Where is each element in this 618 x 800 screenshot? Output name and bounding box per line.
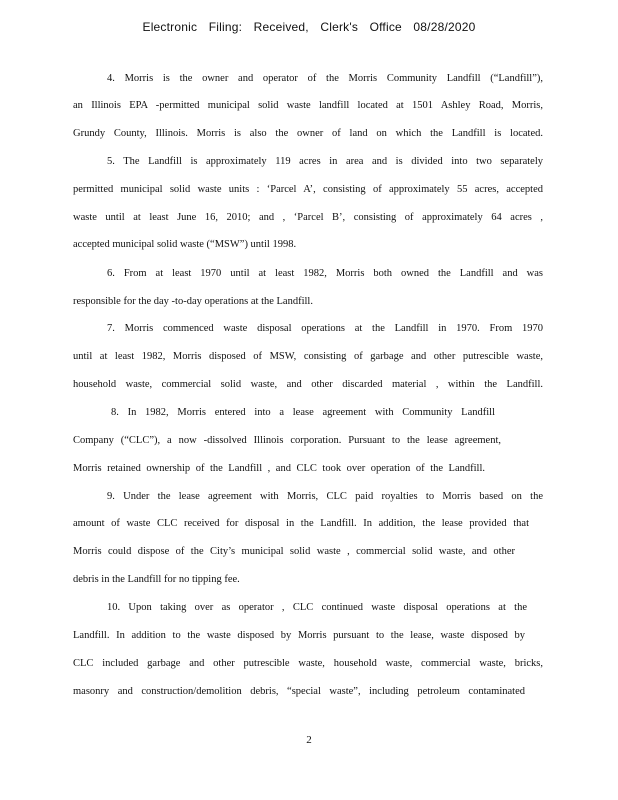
paragraph-4-line-2: an Illinois EPA -permitted municipal solid waste landfill located at 1501 Ashley Road, Morris,: [73, 100, 543, 111]
paragraph-8-line-1: 8. In 1982, Morris entered into a lease agreement with Community Landfill: [111, 407, 495, 418]
paragraph-5-line-3: waste until at least June 16, 2010; and , ‘Parcel B’, consisting of approximately 64 acres ,: [73, 212, 543, 223]
paragraph-4-line-3: Grundy County, Illinois. Morris is also the owner of land on which the Landfill is located.: [73, 128, 543, 139]
paragraph-10-line-3: CLC included garbage and other putrescible waste, household waste, commercial waste, bricks,: [73, 658, 543, 669]
paragraph-9-line-4: debris in the Landfill for no tipping fee.: [73, 574, 240, 585]
paragraph-7-line-1: 7. Morris commenced waste disposal operations at the Landfill in 1970. From 1970: [107, 323, 543, 334]
paragraph-10-line-4: masonry and construction/demolition debris, “special waste”, including petroleum contaminated: [73, 686, 525, 697]
paragraph-7-line-3: household waste, commercial solid waste, and other discarded material , within the Landfill.: [73, 379, 543, 390]
paragraph-5-line-4: accepted municipal solid waste (“MSW”) until 1998.: [73, 239, 297, 250]
paragraph-6-line-1: 6. From at least 1970 until at least 1982, Morris both owned the Landfill and was: [107, 268, 543, 279]
paragraph-10-line-2: Landfill. In addition to the waste disposed by Morris pursuant to the lease, waste disposed by: [73, 630, 525, 641]
efiling-header: Electronic Filing: Received, Clerk's Office 08/28/2020: [142, 20, 476, 34]
paragraph-10-line-1: 10. Upon taking over as operator , CLC continued waste disposal operations at the: [107, 602, 527, 613]
paragraph-8-line-2: Company (“CLC”), a now -dissolved Illinois corporation. Pursuant to the lease agreement,: [73, 435, 501, 446]
paragraph-5-line-2: permitted municipal solid waste units : ‘Parcel A’, consisting of approximately 55 acres, accepted: [73, 184, 543, 195]
paragraph-5-line-1: 5. The Landfill is approximately 119 acres in area and is divided into two separately: [107, 156, 543, 167]
page-number: 2: [306, 734, 312, 746]
paragraph-9-line-2: amount of waste CLC received for disposal in the Landfill. In addition, the lease provided that: [73, 518, 529, 529]
paragraph-7-line-2: until at least 1982, Morris disposed of MSW, consisting of garbage and other putrescible waste,: [73, 351, 543, 362]
paragraph-9-line-3: Morris could dispose of the City’s municipal solid waste , commercial solid waste, and other: [73, 546, 515, 557]
paragraph-9-line-1: 9. Under the lease agreement with Morris, CLC paid royalties to Morris based on the: [107, 491, 543, 502]
paragraph-6-line-2: responsible for the day -to-day operations at the Landfill.: [73, 296, 313, 307]
paragraph-4-line-1: 4. Morris is the owner and operator of the Morris Community Landfill (“Landfill”),: [107, 73, 543, 84]
paragraph-8-line-3: Morris retained ownership of the Landfill , and CLC took over operation of the Landfill.: [73, 463, 485, 474]
